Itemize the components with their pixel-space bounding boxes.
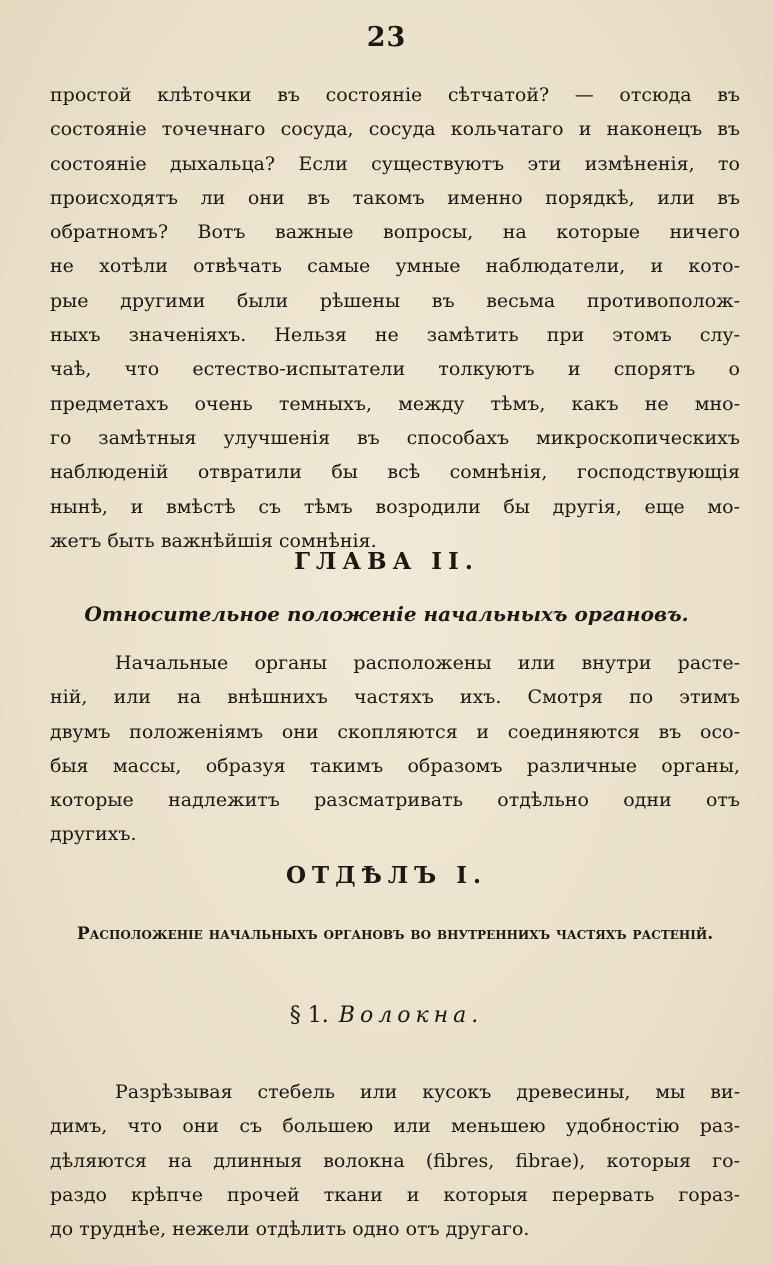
text-line: состояніе дыхальца? Если существуютъ эти измѣненія, то <box>50 152 740 175</box>
text-line: происходятъ ли они въ такомъ именно порядкѣ, или въ <box>50 186 740 209</box>
chapter-subtitle: Относительное положеніе начальныхъ органовъ. <box>84 602 689 626</box>
text-line: Начальные органы расположены или внутри расте- <box>115 652 740 674</box>
text-line: не хотѣли отвѣчать самые умные наблюдатели, и кото- <box>50 255 740 278</box>
text-line: обратномъ? Вотъ важные вопросы, на которые ничего <box>50 221 740 244</box>
text-line: Разрѣзывая стебель или кусокъ древесины, мы ви- <box>115 1081 740 1103</box>
text-line: чаѣ, что естество-испытатели толкуютъ и спорятъ о <box>50 358 740 381</box>
subsection-heading <box>0 1003 773 1028</box>
text-line: предметахъ очень темныхъ, между тѣмъ, какъ не мно- <box>50 392 740 415</box>
text-line: го замѣтныя улучшенія въ способахъ микроскопическихъ <box>50 426 740 449</box>
text-line: до труднѣе, нежели отдѣлить одно отъ другаго. <box>50 1218 530 1241</box>
text-line: которые надлежитъ разсматривать отдѣльно одни отъ <box>50 789 740 812</box>
chapter-heading: ГЛАВА II. <box>294 548 479 575</box>
section-subtitle: Расположеніе начальныхъ органовъ во внутреннихъ частяхъ растеній. <box>76 924 714 944</box>
text-line: наблюденій отвратили бы всѣ сомнѣнія, господствующія <box>50 461 740 484</box>
text-line: двумъ положеніямъ они скопляются и соединяются въ осо- <box>50 720 740 743</box>
paragraph-1 <box>50 78 740 558</box>
text-line: димъ, что они съ большею или меньшею удобностію раз- <box>50 1115 740 1138</box>
section-heading: ОТДѢЛЪ I. <box>286 862 487 889</box>
text-line: жетъ быть важнѣйшія сомнѣнія. <box>50 529 377 552</box>
text-line: быя массы, образуя такимъ образомъ различные органы, <box>50 754 740 777</box>
text-line: состояніе точечнаго сосуда, сосуда кольчатаго и наконецъ въ <box>50 118 740 141</box>
text-line: рые другими были рѣшены въ весьма противополож- <box>50 289 740 312</box>
text-line: дѣляются на длинныя волокна (fibres, fibrae), которыя го- <box>50 1149 740 1172</box>
subsection-number: § 1. <box>289 1003 329 1028</box>
text-line: другихъ. <box>50 823 137 846</box>
page-number: 23 <box>366 22 407 53</box>
text-line: нынѣ, и вмѣстѣ съ тѣмъ возродили бы другія, еще мо- <box>50 495 740 518</box>
text-line: простой клѣточки въ состояніе сѣтчатой? — отсюда въ <box>50 84 740 106</box>
paragraph-3 <box>50 1075 740 1246</box>
text-line: раздо крѣпче прочей ткани и которыя перервать гораз- <box>50 1183 740 1206</box>
text-line: ній, или на внѣшнихъ частяхъ ихъ. Смотря по этимъ <box>50 686 740 709</box>
paragraph-2 <box>50 646 740 852</box>
text-line: ныхъ значеніяхъ. Нельзя не замѣтить при этомъ слу- <box>50 324 740 347</box>
subsection-title: Волокна. <box>338 1003 484 1028</box>
